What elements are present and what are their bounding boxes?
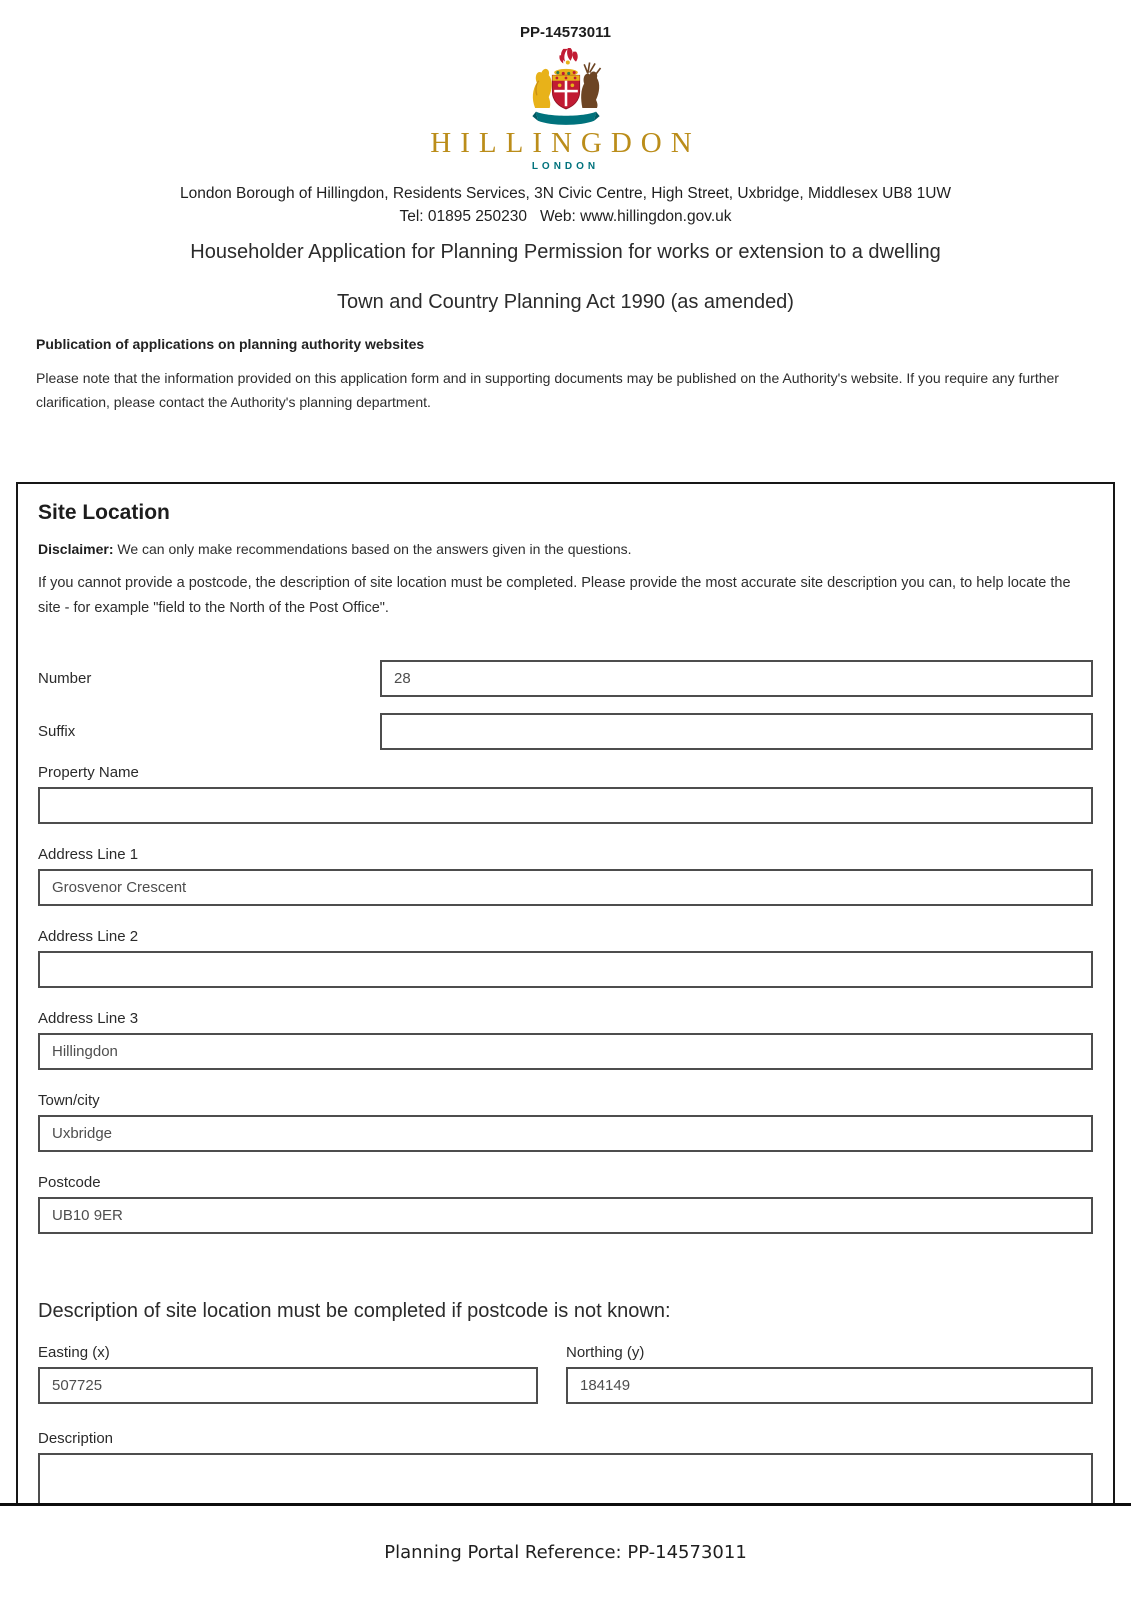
disclaimer-body: We can only make recommendations based on the answers given in the questions. bbox=[113, 541, 632, 557]
site-location-section bbox=[16, 482, 1115, 1503]
number-label: Number bbox=[38, 670, 92, 687]
field-easting bbox=[38, 1344, 538, 1404]
site-intro-text: If you cannot provide a postcode, the description of site location must be completed. Please provide the most accurate site description you can, to help locate the site - for example "field to the North of the Post Office". bbox=[38, 575, 1071, 616]
description-section-heading: Description of site location must be completed if postcode is not known: bbox=[38, 1300, 671, 1322]
address-line-1-input[interactable] bbox=[38, 869, 1093, 906]
application-reference: PP-14573011 bbox=[520, 24, 611, 41]
suffix-input[interactable] bbox=[380, 713, 1093, 750]
planning-portal-reference: Planning Portal Reference: PP-14573011 bbox=[384, 1542, 747, 1563]
address-line-2-input[interactable] bbox=[38, 951, 1093, 988]
description-textarea[interactable] bbox=[38, 1453, 1093, 1503]
coordinates-row bbox=[38, 1344, 1093, 1404]
authority-address: London Borough of Hillingdon, Residents Services, 3N Civic Centre, High Street, Uxbridge, Middlesex UB8 1UW bbox=[179, 185, 952, 202]
field-row-number bbox=[38, 660, 1093, 697]
address-line-3-label: Address Line 3 bbox=[38, 1010, 139, 1027]
easting-input[interactable] bbox=[38, 1367, 538, 1404]
address-line-2-label: Address Line 2 bbox=[38, 928, 139, 945]
field-row-town-city bbox=[38, 1092, 1093, 1152]
easting-label: Easting (x) bbox=[38, 1344, 110, 1361]
field-row-description bbox=[38, 1430, 1093, 1503]
field-northing bbox=[566, 1344, 1093, 1404]
site-location-heading: Site Location bbox=[38, 501, 170, 524]
address-line-1-label: Address Line 1 bbox=[38, 846, 139, 863]
act-subtitle: Town and Country Planning Act 1990 (as amended) bbox=[337, 291, 794, 313]
property-name-label: Property Name bbox=[38, 764, 139, 781]
disclaimer-text bbox=[38, 540, 1093, 559]
page-break-divider bbox=[0, 1503, 1131, 1506]
hillingdon-crest-icon bbox=[520, 48, 612, 128]
northing-input[interactable] bbox=[566, 1367, 1093, 1404]
field-row-address-line-1 bbox=[38, 846, 1093, 906]
suffix-label: Suffix bbox=[38, 723, 76, 740]
field-row-suffix bbox=[38, 713, 1093, 750]
logo-wordmark: HILLINGDON bbox=[430, 127, 701, 159]
town-city-label: Town/city bbox=[38, 1092, 100, 1109]
logo-subtitle: LONDON bbox=[531, 161, 600, 172]
postcode-label: Postcode bbox=[38, 1174, 101, 1191]
address-line-3-input[interactable] bbox=[38, 1033, 1093, 1070]
authority-contact: Tel: 01895 250230 Web: www.hillingdon.gov.uk bbox=[399, 208, 732, 225]
field-row-postcode bbox=[38, 1174, 1093, 1234]
property-name-input[interactable] bbox=[38, 787, 1093, 824]
town-city-input[interactable] bbox=[38, 1115, 1093, 1152]
field-row-address-line-3 bbox=[38, 1010, 1093, 1070]
northing-label: Northing (y) bbox=[566, 1344, 645, 1361]
publication-heading: Publication of applications on planning authority websites bbox=[36, 336, 425, 352]
description-label: Description bbox=[38, 1430, 114, 1447]
field-row-property-name bbox=[38, 764, 1093, 824]
postcode-input[interactable] bbox=[38, 1197, 1093, 1234]
form-title: Householder Application for Planning Permission for works or extension to a dwelling bbox=[190, 241, 941, 263]
field-row-address-line-2 bbox=[38, 928, 1093, 988]
disclaimer-label: Disclaimer: bbox=[38, 541, 114, 557]
number-input[interactable] bbox=[380, 660, 1093, 697]
publication-body: Please note that the information provided on this application form and in supporting documents may be published on the Authority's website. If you require any further clarification, please contact the Authority's planning department. bbox=[36, 370, 1059, 410]
crest-container bbox=[0, 48, 1131, 128]
